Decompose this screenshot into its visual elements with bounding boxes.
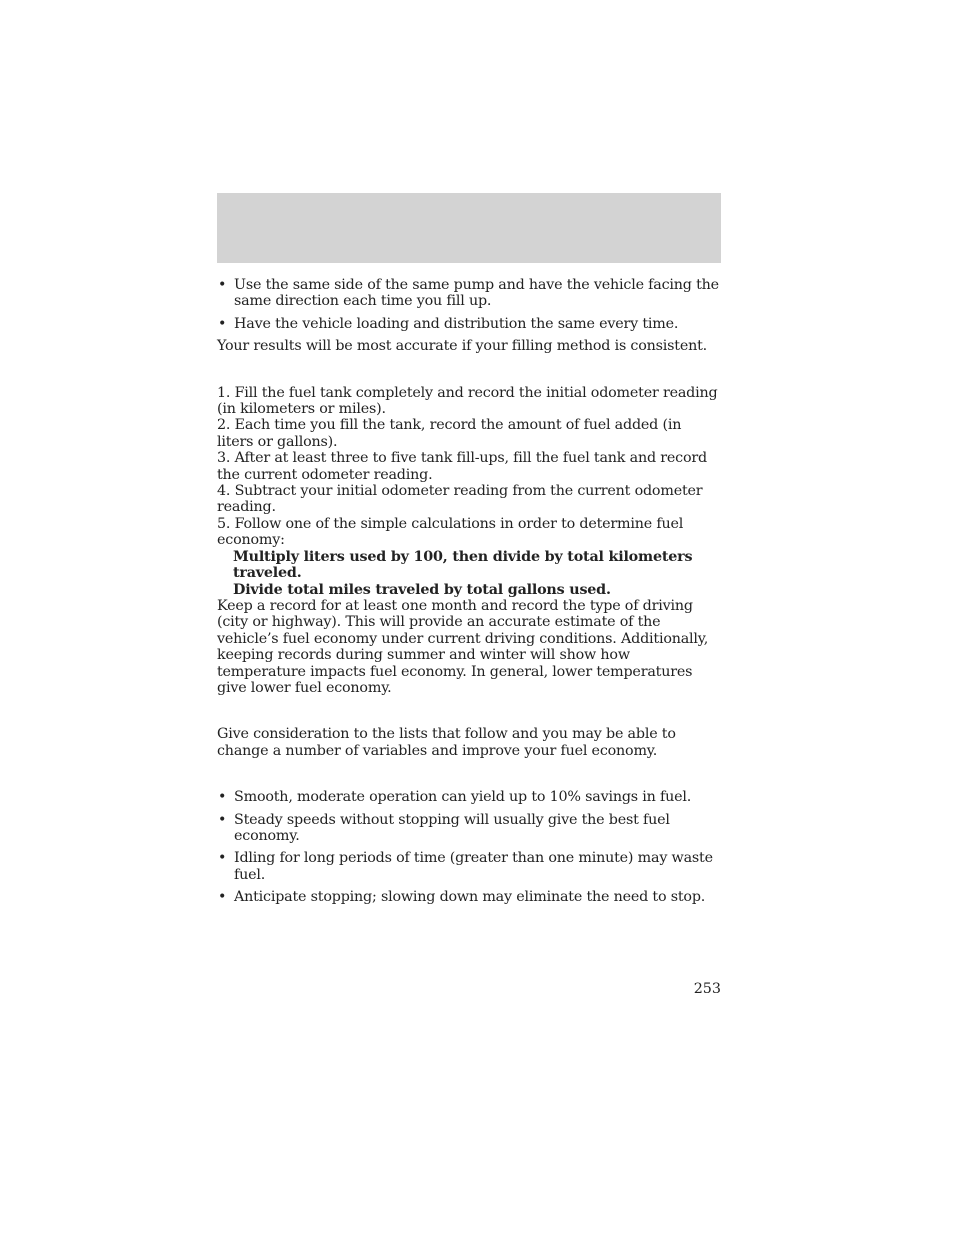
list-item	[217, 889, 721, 905]
section-spacer	[217, 759, 721, 789]
metric-formula: Multiply liters used by 100, then divide by total kilometers traveled.	[233, 548, 693, 582]
step-5: 5. Follow one of the simple calculations in order to determine fuel economy:	[217, 515, 684, 549]
section-spacer	[217, 696, 721, 726]
page-content	[217, 277, 721, 912]
section-spacer	[217, 355, 721, 385]
filling-tips-list	[217, 277, 721, 332]
list-item	[217, 277, 721, 310]
step-3: 3. After at least three to five tank fill-ups, fill the fuel tank and record the current odometer reading.	[217, 450, 707, 483]
list-item-text: Steady speeds without stopping will usually give the best fuel economy.	[234, 811, 670, 844]
step-4: 4. Subtract your initial odometer reading from the current odometer reading.	[217, 483, 703, 516]
bullet-icon: •	[218, 315, 227, 332]
step-2: 2. Each time you fill the tank, record the amount of fuel added (in liters or gallons).	[217, 417, 682, 450]
us-formula: Divide total miles traveled by total gallons used.	[233, 581, 611, 598]
bullet-icon: •	[218, 850, 227, 867]
bullet-icon: •	[218, 277, 227, 293]
driving-tips-list	[217, 789, 721, 905]
bullet-icon: •	[218, 789, 227, 806]
list-item-text: Anticipate stopping; slowing down may eliminate the need to stop.	[234, 889, 706, 906]
list-item	[217, 850, 721, 883]
list-item-text: Use the same side of the same pump and have the vehicle facing the same direction each time you fill up.	[234, 277, 719, 310]
record-keeping-note: Keep a record for at least one month and record the type of driving (city or highway). This will provide an accurate estimate of the vehicle’s fuel economy under current driving conditions. Additionally, keeping records during summer and winter will show how temperature impacts fuel economy. In general, lower temperatures give lower fuel economy.	[217, 597, 709, 696]
step-1: 1. Fill the fuel tank completely and record the initial odometer reading (in kilometers or miles).	[217, 384, 718, 418]
list-item	[217, 789, 721, 805]
list-item-text: Smooth, moderate operation can yield up to 10% savings in fuel.	[234, 789, 692, 806]
list-item-text: Have the vehicle loading and distribution the same every time.	[234, 315, 679, 332]
consistency-note: Your results will be most accurate if your filling method is consistent.	[217, 338, 707, 355]
bullet-icon: •	[218, 811, 227, 828]
bullet-icon: •	[218, 889, 227, 906]
list-item-text: Idling for long periods of time (greater than one minute) may waste fuel.	[234, 850, 713, 883]
list-item	[217, 812, 721, 845]
page-number: 253	[693, 981, 721, 997]
header-band	[217, 193, 721, 263]
consideration-intro: Give consideration to the lists that follow and you may be able to change a number of variables and improve your fuel economy.	[217, 726, 676, 759]
list-item	[217, 316, 721, 332]
